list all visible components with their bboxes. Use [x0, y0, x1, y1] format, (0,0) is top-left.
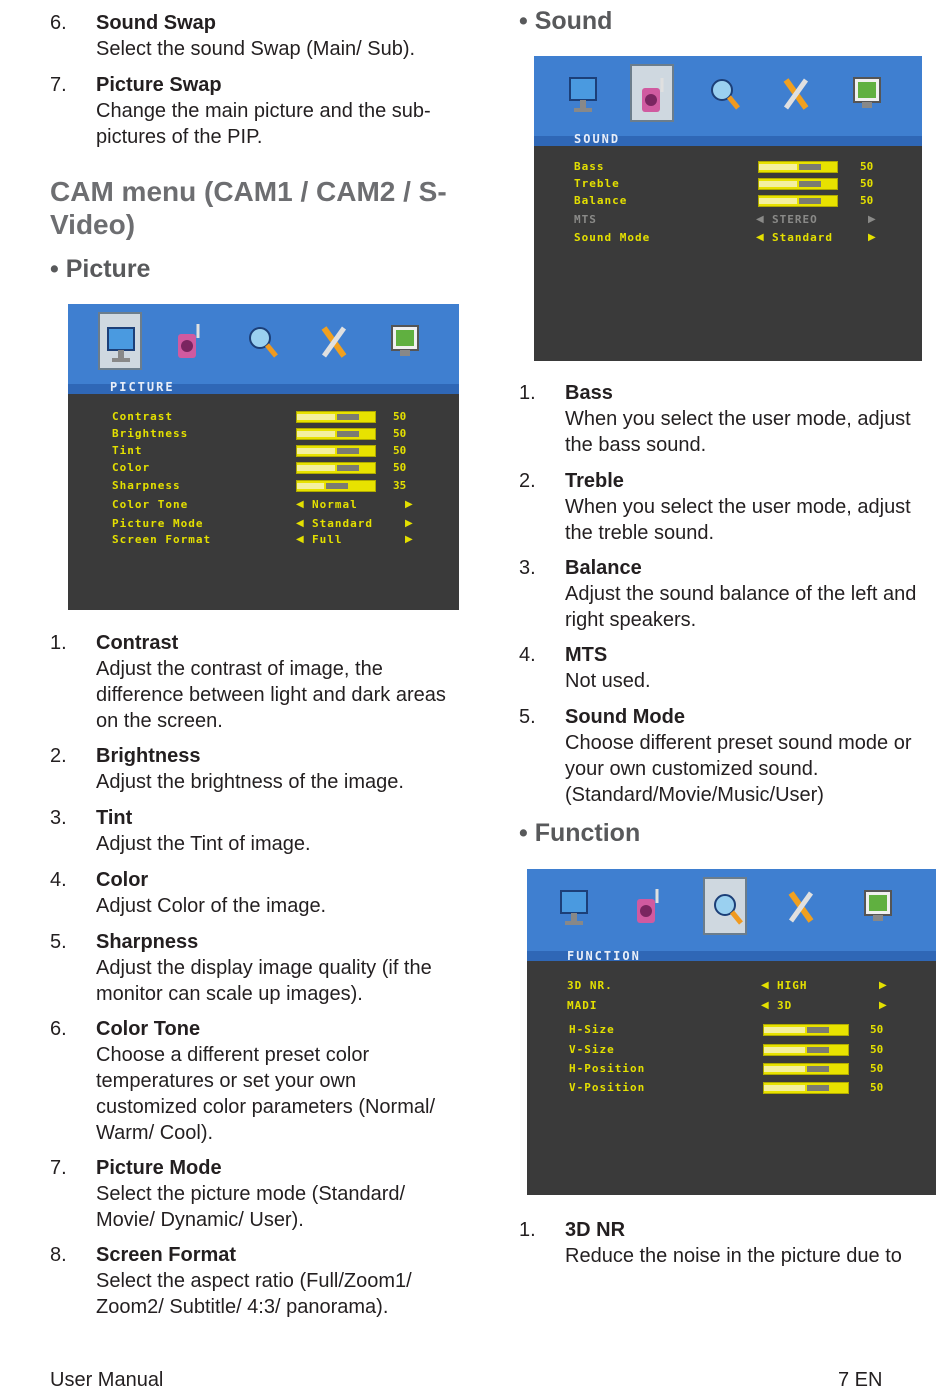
item-body [96, 743, 458, 795]
item-number: 4. [50, 869, 67, 891]
item-number: 5. [50, 931, 67, 953]
item-description: When you select the user mode, adjust the bass sound. [565, 408, 911, 456]
osd-row-label: V-Size [569, 1043, 615, 1056]
osd-option-value: Standard [772, 231, 833, 244]
item-title: 3D NR [565, 1219, 626, 1241]
osd-category-label: SOUND [574, 132, 621, 146]
item-number: 8. [50, 1244, 67, 1266]
osd-row-value: 50 [393, 461, 407, 474]
monitor-setup-icon [846, 64, 890, 122]
osd-slider [763, 1044, 849, 1056]
slider-knob [337, 448, 359, 454]
osd-row-value: 50 [393, 410, 407, 423]
item-description: Adjust Color of the image. [96, 895, 327, 917]
item-title: Color [96, 869, 149, 891]
osd-slider [763, 1063, 849, 1075]
slider-knob [326, 483, 348, 489]
arrow-left-icon: ◀ [761, 980, 769, 991]
item-number: 2. [519, 470, 536, 492]
osd-row-value: 50 [860, 160, 874, 173]
item-body [96, 929, 458, 1007]
speaker-icon [168, 312, 212, 370]
slider-fill [759, 164, 797, 170]
osd-option-value: Normal [312, 498, 358, 511]
item-number: 7. [50, 1157, 67, 1179]
item-body [96, 867, 458, 919]
arrow-right-icon: ▶ [405, 534, 413, 545]
osd-slider [296, 411, 376, 423]
item-title: Sharpness [96, 931, 199, 953]
osd-row-label: H-Position [569, 1062, 646, 1075]
osd-tab-bar [527, 869, 936, 961]
arrow-left-icon: ◀ [756, 214, 764, 225]
function-osd-screenshot [527, 869, 936, 1195]
arrow-right-icon: ▶ [868, 214, 876, 225]
magnifier-icon [240, 312, 284, 370]
item-body [96, 805, 458, 857]
osd-slider [758, 195, 838, 207]
page-number: 7 EN [838, 1369, 883, 1391]
slider-knob [807, 1027, 829, 1033]
item-description: Adjust the contrast of image, the difference between light and dark areas on the screen. [96, 658, 446, 732]
slider-fill [297, 483, 324, 489]
item-body [96, 630, 458, 734]
monitor-setup-icon [857, 877, 901, 935]
item-title: Balance [565, 557, 642, 579]
subsection-heading-function: • Function [519, 819, 641, 847]
item-body [565, 555, 935, 633]
item-description: Adjust the Tint of image. [96, 833, 311, 855]
osd-row-label: MTS [574, 213, 597, 226]
osd-slider [296, 462, 376, 474]
slider-fill [297, 414, 335, 420]
footer-left: User Manual [50, 1369, 164, 1391]
monitor-setup-icon [384, 312, 428, 370]
item-number: 6. [50, 1018, 67, 1040]
slider-knob [337, 431, 359, 437]
arrow-right-icon: ▶ [879, 980, 887, 991]
item-title: Sound Mode [565, 706, 685, 728]
slider-knob [337, 465, 359, 471]
osd-row-label: Sound Mode [574, 231, 651, 244]
slider-knob [807, 1085, 829, 1091]
item-body [565, 468, 935, 546]
arrow-left-icon: ◀ [296, 518, 304, 529]
arrow-right-icon: ▶ [879, 1000, 887, 1011]
subsection-heading-picture: • Picture [50, 255, 151, 283]
osd-slider [296, 428, 376, 440]
monitor-icon [98, 312, 142, 370]
osd-option-value: STEREO [772, 213, 818, 226]
slider-fill [764, 1066, 805, 1072]
speaker-icon [627, 877, 671, 935]
item-title: Picture Mode [96, 1157, 222, 1179]
item-description: Select the picture mode (Standard/ Movie/ Dynamic/ User). [96, 1183, 406, 1231]
item-description: When you select the user mode, adjust the treble sound. [565, 496, 911, 544]
item-body [96, 1155, 458, 1233]
slider-knob [807, 1047, 829, 1053]
item-number: 3. [519, 557, 536, 579]
osd-row-label: Balance [574, 194, 628, 207]
arrow-left-icon: ◀ [761, 1000, 769, 1011]
item-body [96, 1242, 458, 1320]
item-description: Reduce the noise in the picture due to [565, 1245, 902, 1267]
osd-row-value: 35 [393, 479, 407, 492]
osd-row-value: 50 [870, 1043, 884, 1056]
osd-category-label: FUNCTION [567, 949, 641, 963]
item-description: Not used. [565, 670, 651, 692]
arrow-right-icon: ▶ [405, 499, 413, 510]
picture-osd-screenshot [68, 304, 459, 610]
osd-row-label: Bass [574, 160, 605, 173]
magnifier-icon [703, 877, 747, 935]
tools-icon [312, 312, 356, 370]
osd-row-label: Color [112, 461, 151, 474]
item-description: Select the sound Swap (Main/ Sub). [96, 38, 416, 60]
osd-row-label: H-Size [569, 1023, 615, 1036]
osd-row-label: MADI [567, 999, 598, 1012]
item-number: 2. [50, 745, 67, 767]
item-title: Screen Format [96, 1244, 237, 1266]
osd-slider [758, 161, 838, 173]
item-body [565, 1217, 935, 1269]
slider-knob [799, 164, 821, 170]
osd-row-value: 50 [393, 427, 407, 440]
osd-tab-bar [68, 304, 459, 394]
osd-row-label: Contrast [112, 410, 173, 423]
item-title: Picture Swap [96, 74, 222, 96]
item-number: 5. [519, 706, 536, 728]
item-description: Adjust the sound balance of the left and right speakers. [565, 583, 917, 631]
osd-slider [758, 178, 838, 190]
osd-row-label: V-Position [569, 1081, 646, 1094]
item-title: Contrast [96, 632, 179, 654]
item-description: Change the main picture and the sub-pictures of the PIP. [96, 100, 431, 148]
item-title: Color Tone [96, 1018, 201, 1040]
subsection-heading-sound: • Sound [519, 7, 613, 35]
slider-fill [764, 1047, 805, 1053]
osd-row-label: Picture Mode [112, 517, 204, 530]
osd-row-value: 50 [870, 1023, 884, 1036]
item-number: 3. [50, 807, 67, 829]
slider-fill [764, 1027, 805, 1033]
osd-row-value: 50 [860, 194, 874, 207]
osd-row-value: 50 [870, 1081, 884, 1094]
item-description: Adjust the brightness of the image. [96, 771, 404, 793]
item-body [565, 380, 935, 458]
osd-row-label: Treble [574, 177, 620, 190]
item-number: 1. [519, 382, 536, 404]
section-heading: CAM menu (CAM1 / CAM2 / S-Video) [50, 176, 447, 240]
osd-row-label: Tint [112, 444, 143, 457]
osd-slider [763, 1024, 849, 1036]
slider-knob [799, 181, 821, 187]
item-title: Treble [565, 470, 624, 492]
slider-fill [759, 198, 797, 204]
arrow-right-icon: ▶ [868, 232, 876, 243]
slider-fill [297, 448, 335, 454]
osd-category-label: PICTURE [110, 380, 175, 394]
arrow-left-icon: ◀ [756, 232, 764, 243]
sound-osd-screenshot [534, 56, 922, 361]
item-title: Sound Swap [96, 12, 216, 34]
osd-option-value: HIGH [777, 979, 808, 992]
slider-fill [297, 431, 335, 437]
osd-slider [296, 480, 376, 492]
item-description: Choose a different preset color temperatures or set your own customized color parameters (Normal/ Warm/ Cool). [96, 1044, 435, 1144]
osd-slider [296, 445, 376, 457]
osd-row-value: 50 [860, 177, 874, 190]
osd-row-label: 3D NR. [567, 979, 613, 992]
tools-icon [779, 877, 823, 935]
item-body [565, 704, 935, 808]
arrow-left-icon: ◀ [296, 534, 304, 545]
osd-row-label: Screen Format [112, 533, 212, 546]
slider-knob [807, 1066, 829, 1072]
tools-icon [774, 64, 818, 122]
item-body [565, 642, 935, 694]
monitor-icon [562, 64, 606, 122]
magnifier-icon [702, 64, 746, 122]
osd-row-label: Brightness [112, 427, 189, 440]
item-description: Adjust the display image quality (if the monitor can scale up images). [96, 957, 432, 1005]
item-number: 6. [50, 12, 67, 34]
slider-fill [759, 181, 797, 187]
item-number: 1. [519, 1219, 536, 1241]
item-description: Select the aspect ratio (Full/Zoom1/ Zoom2/ Subtitle/ 4:3/ panorama). [96, 1270, 412, 1318]
osd-row-label: Color Tone [112, 498, 189, 511]
slider-fill [297, 465, 335, 471]
item-number: 4. [519, 644, 536, 666]
item-title: Tint [96, 807, 133, 829]
item-number: 1. [50, 632, 67, 654]
slider-knob [799, 198, 821, 204]
arrow-right-icon: ▶ [405, 518, 413, 529]
item-body [96, 1016, 458, 1146]
slider-knob [337, 414, 359, 420]
arrow-left-icon: ◀ [296, 499, 304, 510]
osd-option-value: Standard [312, 517, 373, 530]
item-title: Bass [565, 382, 613, 404]
osd-row-value: 50 [870, 1062, 884, 1075]
osd-row-value: 50 [393, 444, 407, 457]
slider-fill [764, 1085, 805, 1091]
speaker-icon [630, 64, 674, 122]
osd-slider [763, 1082, 849, 1094]
osd-option-value: Full [312, 533, 343, 546]
osd-option-value: 3D [777, 999, 793, 1012]
item-title: Brightness [96, 745, 201, 767]
item-number: 7. [50, 74, 67, 96]
osd-row-label: Sharpness [112, 479, 181, 492]
item-description: Choose different preset sound mode or your own customized sound. (Standard/Movie/Music/User) [565, 732, 912, 806]
monitor-icon [553, 877, 597, 935]
item-title: MTS [565, 644, 608, 666]
osd-tab-bar [534, 56, 922, 146]
